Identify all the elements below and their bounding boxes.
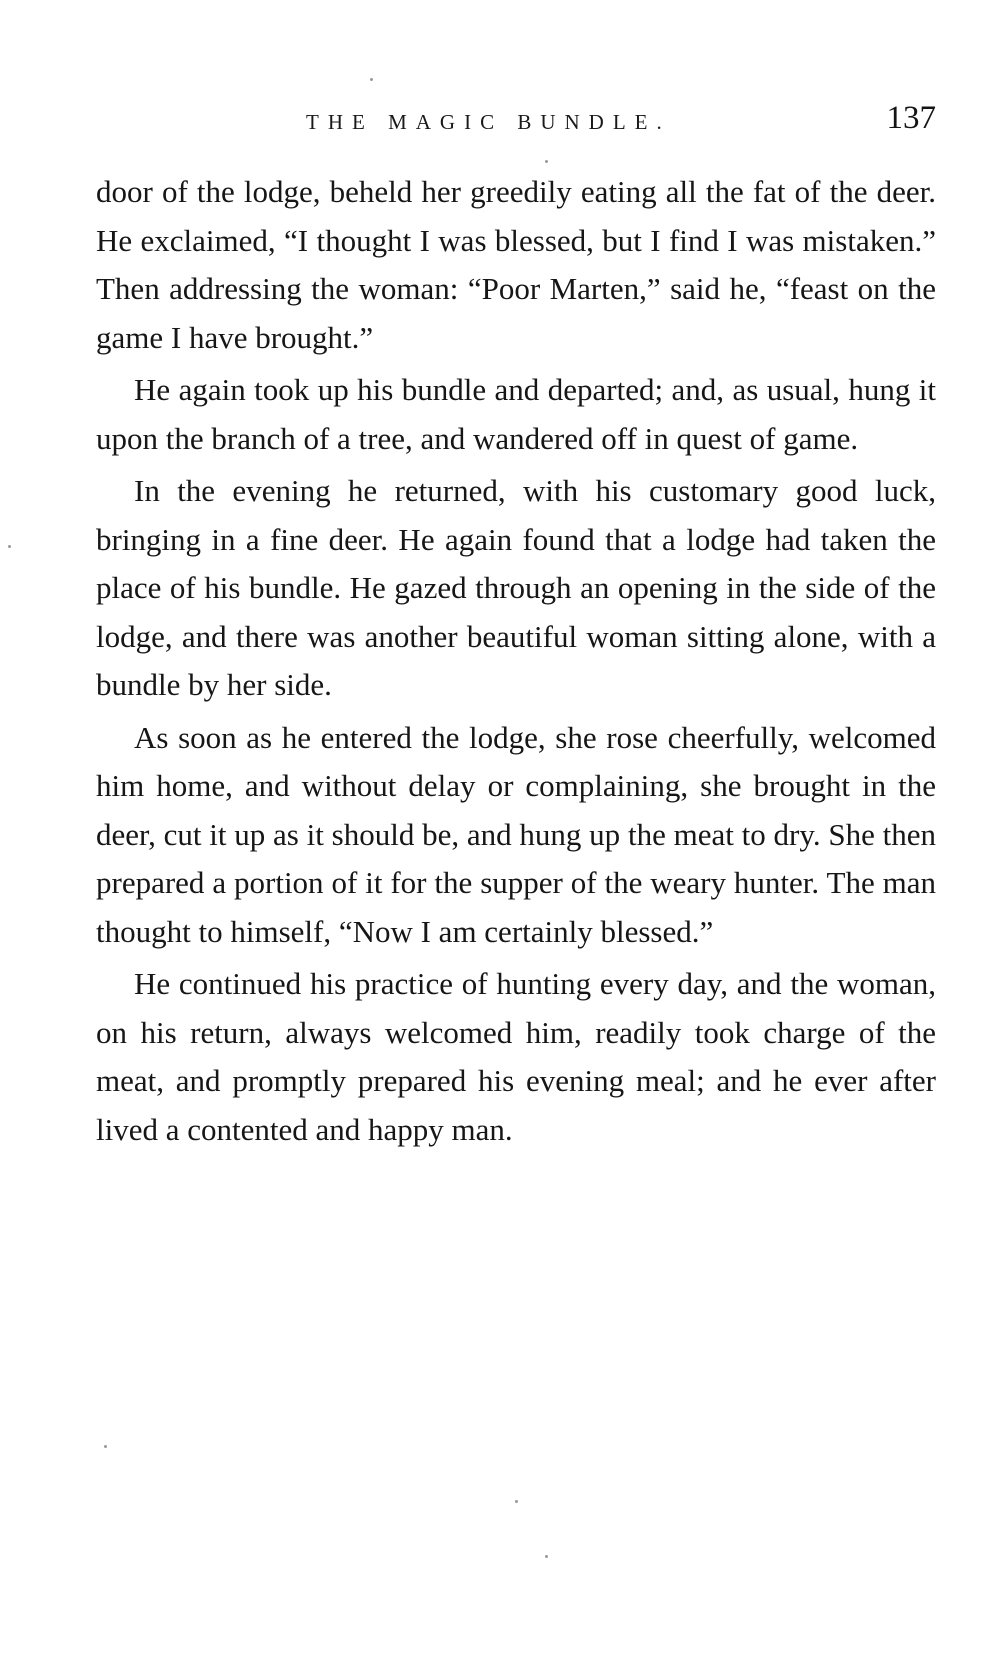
body-text bbox=[96, 168, 936, 1158]
paper-speck bbox=[545, 160, 548, 163]
paper-speck bbox=[8, 545, 11, 548]
paper-speck bbox=[104, 1445, 107, 1448]
paragraph-5: He continued his practice of hunting every day, and the woman, on his return, always welcomed him, readily took charge of the meat, and promptly prepared his evening meal; and he ever after lived a contented and happy man. bbox=[96, 966, 936, 1147]
page-number: 137 bbox=[886, 100, 936, 136]
paper-speck bbox=[545, 1555, 548, 1558]
paper-speck bbox=[515, 1500, 518, 1503]
paragraph-2: He again took up his bundle and departed; and, as usual, hung it upon the branch of a tree, and wandered off in quest of game. bbox=[96, 372, 936, 456]
paragraph-4: As soon as he entered the lodge, she rose cheerfully, welcomed him home, and without delay or complaining, she brought in the deer, cut it up as it should be, and hung up the meat to dry. She then prepared a portion of it for the supper of the weary hunter. The man thought to himself, “Now I am certainly blessed.” bbox=[96, 719, 936, 949]
paper-speck bbox=[370, 78, 373, 81]
paragraph-3: In the evening he returned, with his customary good luck, bringing in a fine deer. He again found that a lodge had taken the place of his bundle. He gazed through an opening in the side of the lodge, and there was another beautiful woman sitting alone, with a bundle by her side. bbox=[96, 473, 936, 702]
paragraph-1: door of the lodge, beheld her greedily eating all the fat of the deer. He exclaimed, “I thought I was blessed, but I find I was mistaken.” Then addressing the woman: “Poor Marten,” said he, “feast on the game I have brought.” bbox=[96, 174, 936, 355]
running-head bbox=[96, 96, 936, 146]
running-title: THE MAGIC BUNDLE. bbox=[306, 110, 671, 134]
